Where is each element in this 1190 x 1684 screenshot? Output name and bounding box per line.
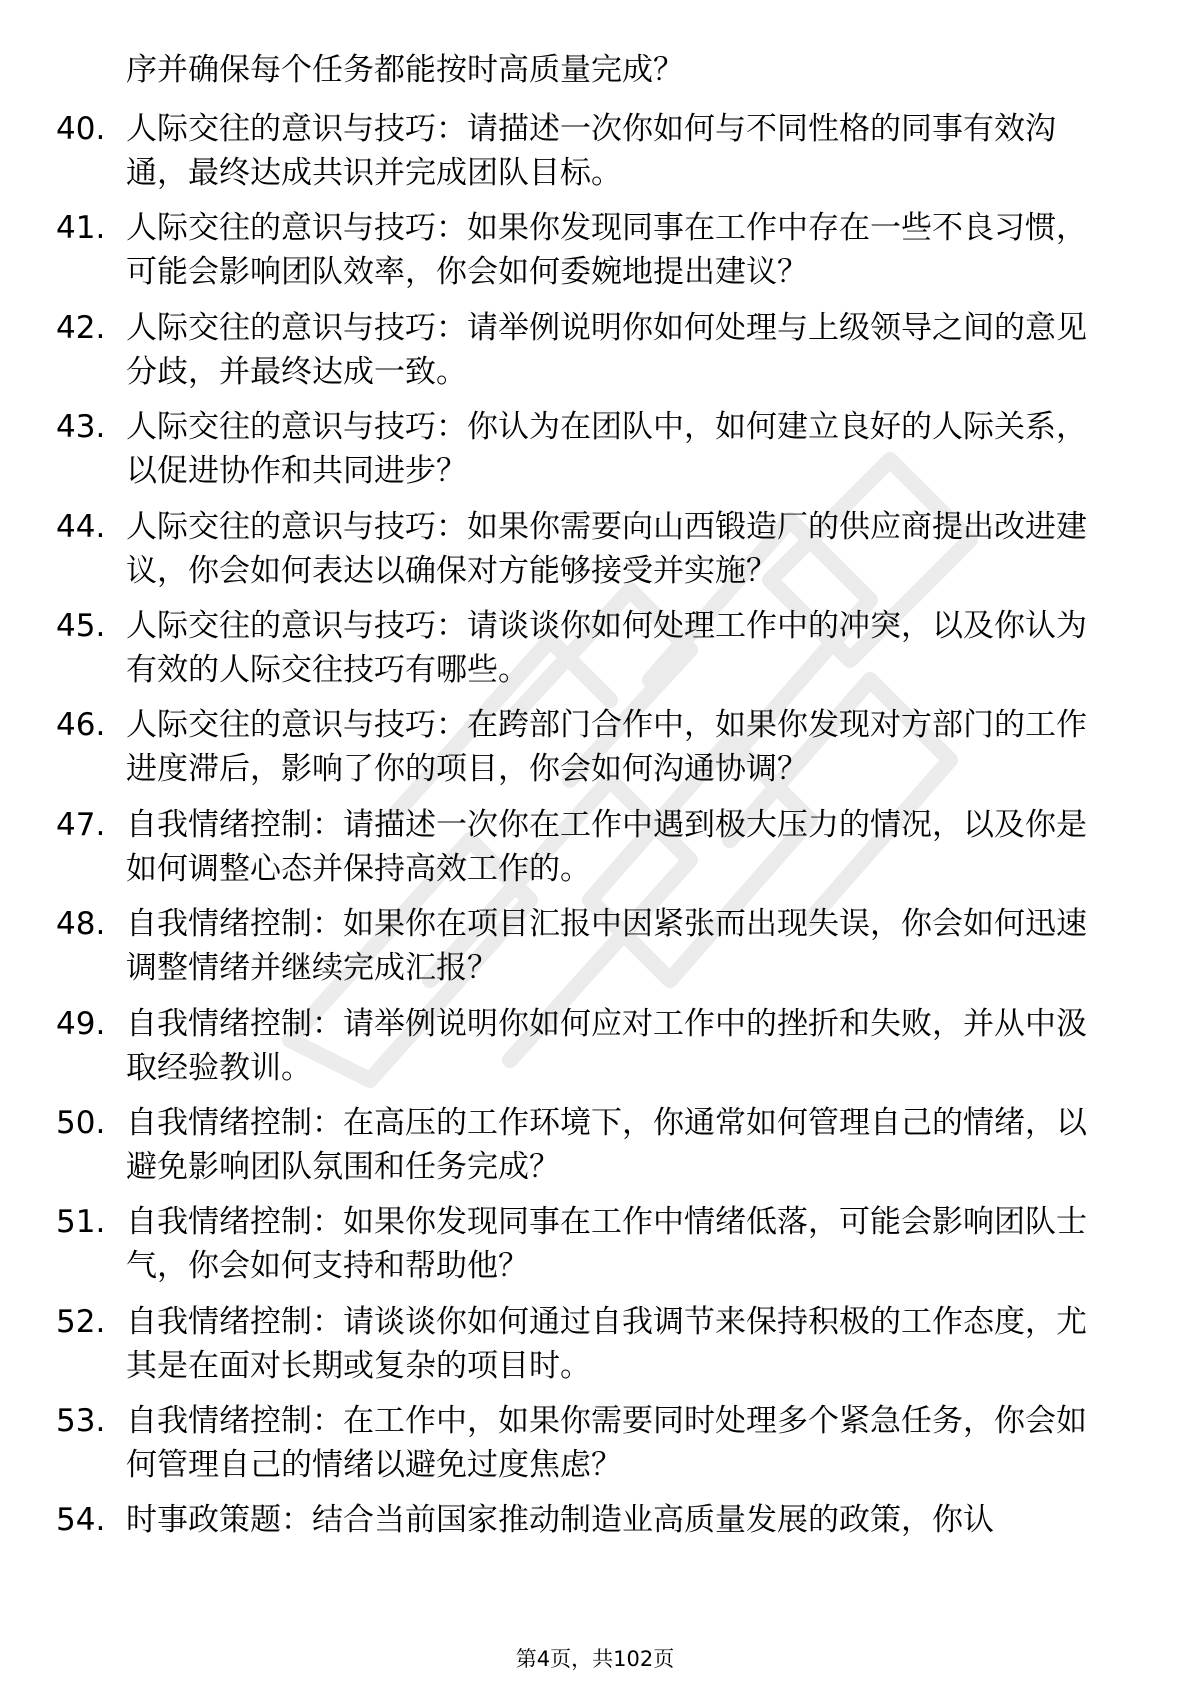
question-text: 人际交往的意识与技巧：如果你发现同事在工作中存在一些不良习惯，可能会影响团队效率，你会如何委婉地提出建议？ [126, 210, 1087, 291]
question-number: 42. [56, 309, 106, 346]
question-item [0, 505, 1190, 604]
question-item [0, 206, 1190, 305]
question-item [0, 405, 1190, 504]
question-number: 47. [56, 806, 106, 843]
question-text: 自我情绪控制：如果你在项目汇报中因紧张而出现失误，你会如何迅速调整情绪并继续完成汇报？ [126, 906, 1087, 987]
question-item [0, 1200, 1190, 1299]
question-item [0, 803, 1190, 902]
question-text: 自我情绪控制：请谈谈你如何通过自我调节来保持积极的工作态度，尤其是在面对长期或复杂的项目时。 [126, 1303, 1087, 1384]
question-text: 时事政策题：结合当前国家推动制造业高质量发展的政策，你认 [126, 1502, 994, 1539]
question-text: 自我情绪控制：请描述一次你在工作中遇到极大压力的情况，以及你是如何调整心态并保持高效工作的。 [126, 806, 1087, 887]
question-number: 44. [56, 508, 106, 545]
question-item [0, 1498, 1190, 1597]
question-number: 43. [56, 409, 106, 446]
question-text: 人际交往的意识与技巧：如果你需要向山西锻造厂的供应商提出改进建议，你会如何表达以确保对方能够接受并实施？ [126, 508, 1087, 589]
question-item [0, 902, 1190, 1001]
question-number: 52. [56, 1303, 106, 1340]
question-item [0, 703, 1190, 802]
question-text: 人际交往的意识与技巧：请谈谈你如何处理工作中的冲突，以及你认为有效的人际交往技巧有哪些。 [126, 607, 1087, 688]
question-text: 人际交往的意识与技巧：在跨部门合作中，如果你发现对方部门的工作进度滞后，影响了你的项目，你会如何沟通协调？ [126, 707, 1087, 788]
question-number: 41. [56, 210, 106, 247]
question-item [0, 107, 1190, 206]
question-text: 自我情绪控制：在高压的工作环境下，你通常如何管理自己的情绪，以避免影响团队氛围和任务完成？ [126, 1104, 1087, 1185]
question-number: 40. [56, 111, 106, 147]
question-text: 人际交往的意识与技巧：你认为在团队中，如何建立良好的人际关系，以促进协作和共同进步？ [126, 409, 1087, 490]
page-number: 第4页，共102页 [515, 1647, 675, 1671]
question-number: 45. [56, 607, 106, 644]
question-number: 49. [56, 1005, 106, 1042]
question-item [0, 1300, 1190, 1399]
question-number: 46. [56, 707, 106, 744]
question-number: 51. [56, 1204, 106, 1241]
question-number: 50. [56, 1104, 106, 1141]
question-number: 48. [56, 906, 106, 943]
question-item [0, 604, 1190, 703]
question-item [0, 1002, 1190, 1101]
question-number: 54. [56, 1502, 106, 1539]
question-item [0, 1101, 1190, 1200]
question-text: 人际交往的意识与技巧：请描述一次你如何与不同性格的同事有效沟通，最终达成共识并完成团队目标。 [126, 111, 1056, 191]
question-item [0, 1399, 1190, 1498]
question-text: 自我情绪控制：在工作中，如果你需要同时处理多个紧急任务，你会如何管理自己的情绪以避免过度焦虑？ [126, 1403, 1087, 1484]
continued-question-text: 序并确保每个任务都能按时高质量完成？ [126, 52, 684, 88]
question-text: 自我情绪控制：如果你发现同事在工作中情绪低落，可能会影响团队士气，你会如何支持和帮助他？ [126, 1204, 1087, 1285]
question-item [0, 306, 1190, 405]
question-text: 自我情绪控制：请举例说明你如何应对工作中的挫折和失败，并从中汲取经验教训。 [126, 1005, 1087, 1086]
question-number: 53. [56, 1403, 106, 1440]
question-list [0, 107, 1190, 1598]
question-text: 人际交往的意识与技巧：请举例说明你如何处理与上级领导之间的意见分歧，并最终达成一致。 [126, 309, 1087, 390]
